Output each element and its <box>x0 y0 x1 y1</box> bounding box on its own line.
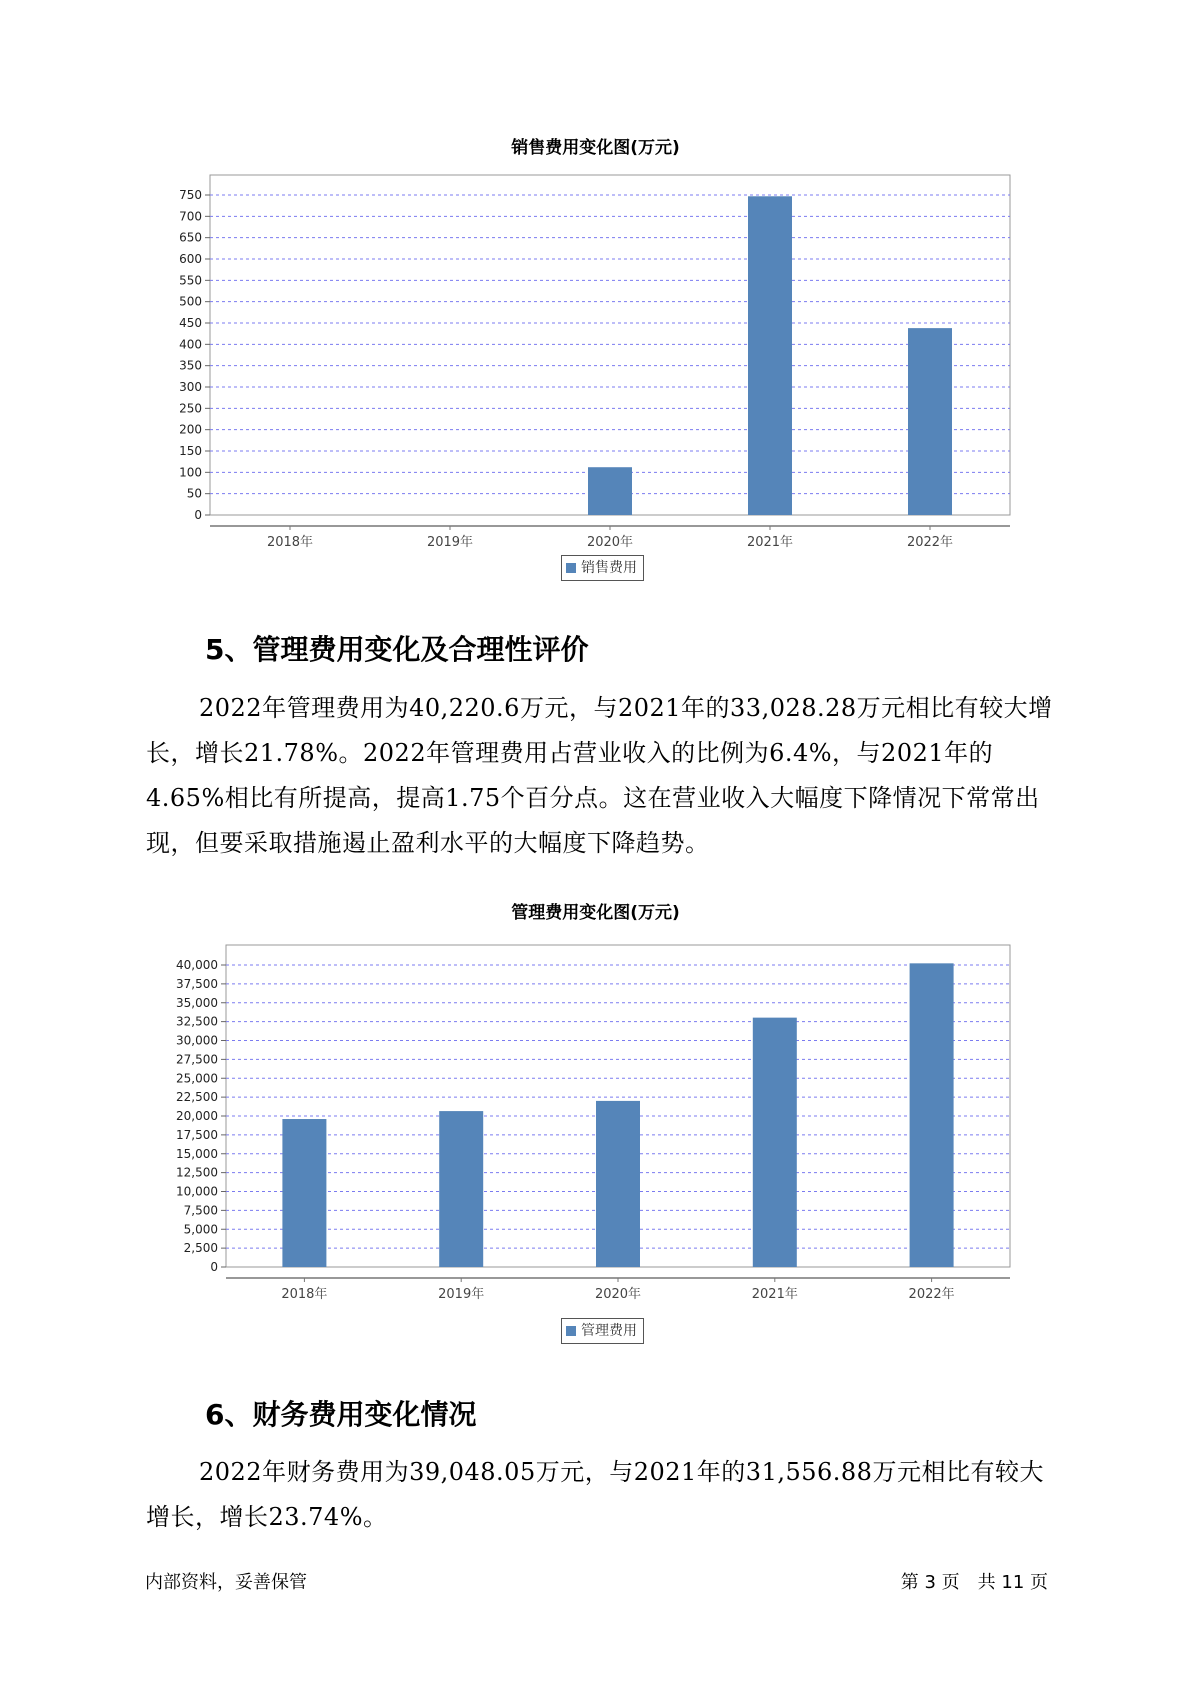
x-tick-label: 2020年 <box>594 1287 642 1302</box>
x-tick-label: 2021年 <box>751 1287 798 1302</box>
x-tick-label: 2018年 <box>281 1287 328 1302</box>
footer-page-number: 第 3 页 共 11 页 <box>900 1572 1048 1593</box>
y-tick-label: 17,500 <box>176 1127 218 1142</box>
x-tick-label: 2020年 <box>586 535 634 550</box>
legend-swatch <box>566 563 576 573</box>
section6-heading: 6、财务费用变化情况 <box>205 1398 477 1431</box>
bar-2021年 <box>748 196 792 515</box>
admin-expense-chart <box>0 927 1191 1302</box>
plot-frame <box>210 175 1010 515</box>
bar-2022年 <box>910 963 954 1267</box>
y-tick-label: 10,000 <box>176 1184 218 1199</box>
y-tick-label: 700 <box>179 209 202 224</box>
y-tick-label: 0 <box>210 1260 218 1274</box>
y-tick-label: 300 <box>179 380 202 394</box>
x-tick-label: 2021年 <box>746 535 794 550</box>
legend-label: 销售费用 <box>581 560 637 576</box>
admin-chart-title: 管理费用变化图(万元) <box>511 903 680 923</box>
bar-2022年 <box>908 328 952 515</box>
y-tick-label: 100 <box>179 465 202 480</box>
x-tick-label: 2019年 <box>438 1287 485 1302</box>
y-tick-label: 35,000 <box>176 995 218 1010</box>
section5-heading: 5、管理费用变化及合理性评价 <box>205 633 589 666</box>
legend-label: 管理费用 <box>581 1323 637 1339</box>
footer-confidential-note: 内部资料，妥善保管 <box>145 1572 307 1593</box>
sales-chart-legend <box>561 555 644 581</box>
y-tick-label: 500 <box>179 294 202 309</box>
y-tick-label: 50 <box>186 486 202 501</box>
legend-swatch <box>566 1326 576 1336</box>
y-tick-label: 250 <box>179 401 202 416</box>
y-tick-label: 22,500 <box>176 1090 218 1105</box>
admin-chart-legend <box>561 1318 644 1344</box>
y-tick-label: 350 <box>179 358 202 373</box>
y-tick-label: 450 <box>179 316 202 330</box>
y-tick-label: 400 <box>179 337 202 352</box>
y-tick-label: 650 <box>179 230 202 245</box>
y-tick-label: 7,500 <box>183 1203 218 1218</box>
y-tick-label: 27,500 <box>176 1052 218 1067</box>
bar-2020年 <box>588 467 632 515</box>
y-tick-label: 20,000 <box>176 1109 218 1123</box>
y-tick-label: 30,000 <box>176 1033 218 1048</box>
bar-2018年 <box>282 1119 326 1267</box>
y-tick-label: 25,000 <box>176 1071 218 1086</box>
sales-expense-chart <box>0 160 1191 550</box>
y-tick-label: 15,000 <box>176 1146 218 1161</box>
section5-paragraph: 2022年管理费用为40,220.6万元，与2021年的33,028.28万元相比有较大增长，增长21.78%。2022年管理费用占营业收入的比例为6.4%，与2021年的4.65%相比有所提高，提高1.75个百分点。这在营业收入大幅度下降情况下常常出现，但要采取措施遏止盈利水平的大幅度下降趋势。 <box>146 694 1053 857</box>
y-tick-label: 550 <box>179 273 202 288</box>
sales-chart-title: 销售费用变化图(万元) <box>511 138 680 158</box>
x-tick-label: 2022年 <box>908 1287 955 1302</box>
y-tick-label: 200 <box>179 422 202 437</box>
y-tick-label: 150 <box>179 444 202 458</box>
y-tick-label: 32,500 <box>176 1014 218 1029</box>
y-tick-label: 0 <box>194 508 202 522</box>
x-tick-label: 2019年 <box>426 535 474 550</box>
bar-2021年 <box>753 1018 797 1267</box>
section6-paragraph: 2022年财务费用为39,048.05万元，与2021年的31,556.88万元相比有较大增长，增长23.74%。 <box>146 1458 1044 1531</box>
y-tick-label: 600 <box>179 252 202 266</box>
x-tick-label: 2018年 <box>266 535 314 550</box>
y-tick-label: 40,000 <box>176 958 218 972</box>
y-tick-label: 5,000 <box>183 1222 218 1237</box>
y-tick-label: 37,500 <box>176 976 218 991</box>
bar-2020年 <box>596 1101 640 1267</box>
x-tick-label: 2022年 <box>906 535 954 550</box>
bar-2019年 <box>439 1111 483 1267</box>
y-tick-label: 12,500 <box>176 1165 218 1180</box>
y-tick-label: 750 <box>179 188 202 202</box>
y-tick-label: 2,500 <box>183 1241 218 1256</box>
